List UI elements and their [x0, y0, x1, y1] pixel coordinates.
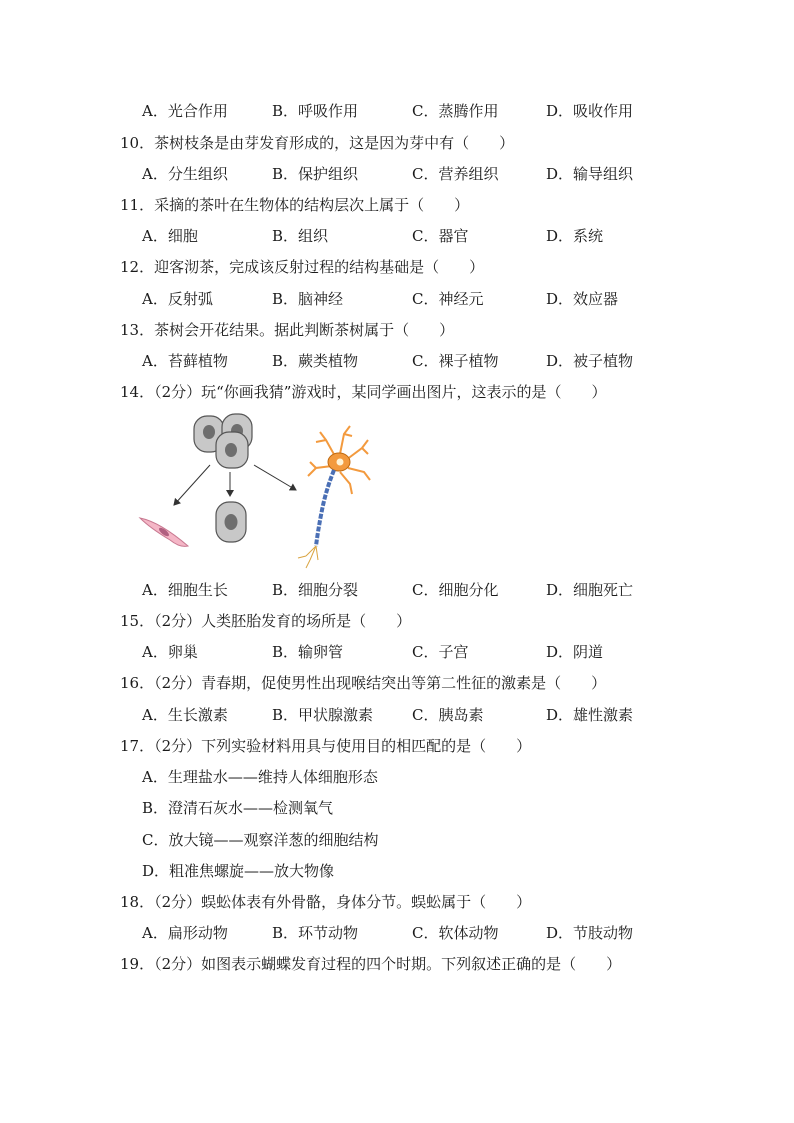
q17-stem: 17．（2分）下列实验材料用具与使用目的相匹配的是（ ） — [120, 737, 532, 755]
q16-option-b[interactable]: B．甲状腺激素 — [272, 706, 374, 724]
q12-stem: 12．迎客沏茶，完成该反射过程的结构基础是（ ） — [120, 258, 485, 276]
q10-option-a[interactable]: A．分生组织 — [142, 165, 228, 183]
q9-option-d[interactable]: D．吸收作用 — [546, 102, 634, 120]
q13-option-a[interactable]: A．苔藓植物 — [142, 352, 228, 370]
differentiation-arrow — [174, 465, 210, 505]
q16-stem: 16．（2分）青春期，促使男性出现喉结突出等第二性征的激素是（ ） — [120, 674, 607, 692]
q14-option-d[interactable]: D．细胞死亡 — [546, 581, 634, 599]
q17-option-d[interactable]: D．粗准焦螺旋——放大物像 — [142, 862, 335, 880]
q13-stem: 13．茶树会开花结果。据此判断茶树属于（ ） — [120, 321, 455, 339]
stem-cell-cluster — [194, 414, 252, 468]
stem-cell-nucleus — [225, 443, 237, 457]
cell-differentiation-figure — [130, 410, 390, 575]
q18-option-d[interactable]: D．节肢动物 — [546, 924, 634, 942]
q14-option-a[interactable]: A．细胞生长 — [142, 581, 228, 599]
muscle-cell — [140, 518, 188, 546]
q18-option-c[interactable]: C．软体动物 — [412, 924, 499, 942]
q15-option-a[interactable]: A．卵巢 — [142, 643, 198, 661]
q10-stem: 10．茶树枝条是由芽发育形成的，这是因为芽中有（ ） — [120, 134, 515, 152]
neuron — [298, 426, 370, 568]
q14-option-c[interactable]: C．细胞分化 — [412, 581, 499, 599]
round-cell — [216, 502, 246, 542]
q13-option-b[interactable]: B．蕨类植物 — [272, 352, 359, 370]
q12-option-d[interactable]: D．效应器 — [546, 290, 619, 308]
q14-stem: 14．（2分）玩“你画我猜”游戏时，某同学画出图片，这表示的是（ ） — [120, 383, 607, 401]
q18-option-b[interactable]: B．环节动物 — [272, 924, 359, 942]
q12-option-b[interactable]: B．脑神经 — [272, 290, 344, 308]
q18-stem: 18．（2分）蜈蚣体表有外骨骼，身体分节。蜈蚣属于（ ） — [120, 893, 532, 911]
q16-option-c[interactable]: C．胰岛素 — [412, 706, 484, 724]
q13-option-d[interactable]: D．被子植物 — [546, 352, 634, 370]
q16-option-a[interactable]: A．生长激素 — [142, 706, 228, 724]
q14-option-b[interactable]: B．细胞分裂 — [272, 581, 359, 599]
q12-option-c[interactable]: C．神经元 — [412, 290, 484, 308]
q15-stem: 15．（2分）人类胚胎发育的场所是（ ） — [120, 612, 412, 630]
q11-option-c[interactable]: C．器官 — [412, 227, 469, 245]
q10-option-d[interactable]: D．输导组织 — [546, 165, 634, 183]
stem-cell-nucleus — [203, 425, 215, 439]
q15-option-c[interactable]: C．子宫 — [412, 643, 469, 661]
q12-option-a[interactable]: A．反射弧 — [142, 290, 213, 308]
q11-option-a[interactable]: A．细胞 — [142, 227, 198, 245]
q15-option-b[interactable]: B．输卵管 — [272, 643, 344, 661]
differentiation-arrow — [254, 465, 296, 490]
q19-stem: 19．（2分）如图表示蝴蝶发育过程的四个时期。下列叙述正确的是（ ） — [120, 955, 622, 973]
q11-stem: 11．采摘的茶叶在生物体的结构层次上属于（ ） — [120, 196, 470, 214]
q10-option-c[interactable]: C．营养组织 — [412, 165, 499, 183]
q9-option-b[interactable]: B．呼吸作用 — [272, 102, 359, 120]
q16-option-d[interactable]: D．雄性激素 — [546, 706, 634, 724]
q17-option-b[interactable]: B．澄清石灰水——检测氧气 — [142, 799, 334, 817]
q13-option-c[interactable]: C．裸子植物 — [412, 352, 499, 370]
q18-option-a[interactable]: A．扁形动物 — [142, 924, 228, 942]
q15-option-d[interactable]: D．阴道 — [546, 643, 604, 661]
q11-option-d[interactable]: D．系统 — [546, 227, 604, 245]
q17-option-c[interactable]: C．放大镜——观察洋葱的细胞结构 — [142, 831, 379, 849]
q9-option-c[interactable]: C．蒸腾作用 — [412, 102, 499, 120]
q11-option-b[interactable]: B．组织 — [272, 227, 329, 245]
q17-option-a[interactable]: A．生理盐水——维持人体细胞形态 — [142, 768, 378, 786]
q10-option-b[interactable]: B．保护组织 — [272, 165, 359, 183]
q9-option-a[interactable]: A．光合作用 — [142, 102, 228, 120]
